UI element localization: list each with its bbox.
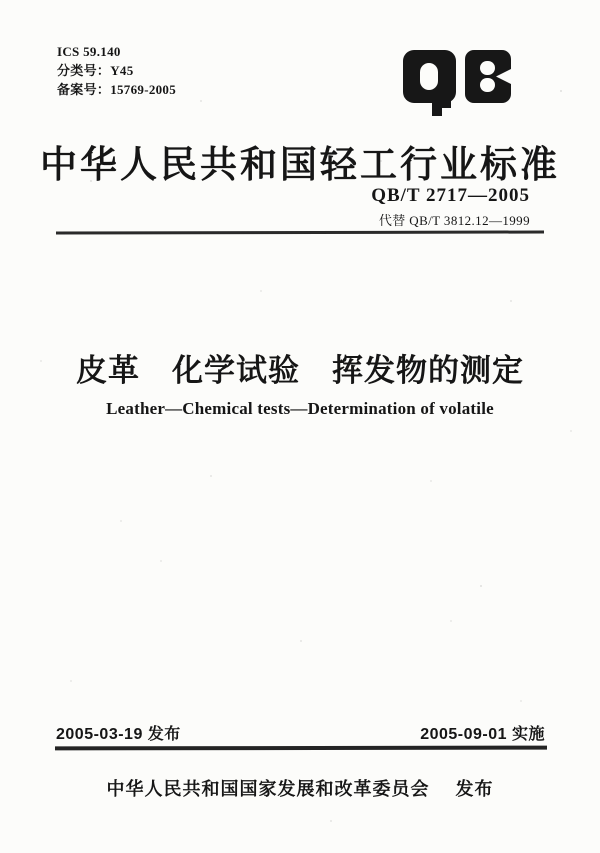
document-title-chinese: 皮革 化学试验 挥发物的测定 bbox=[76, 353, 524, 388]
standard-category-title: 中华人民共和国轻工行业标准 bbox=[40, 144, 560, 185]
record-number: 备案号：15769-2005 bbox=[57, 82, 177, 97]
issuing-authority: 中华人民共和国国家发展和改革委员会 bbox=[106, 779, 430, 799]
dates-row bbox=[56, 721, 545, 744]
classification-number: 分类号：Y45 bbox=[57, 63, 134, 78]
document-title-english: Leather—Chemical tests—Determination of volatile bbox=[106, 399, 494, 418]
standard-number: QB/T 2717—2005 bbox=[371, 185, 530, 206]
header-divider-rule bbox=[56, 230, 544, 234]
issuer-row bbox=[0, 775, 600, 801]
ics-code: ICS 59.140 bbox=[57, 44, 121, 59]
issue-date: 2005-03-19 发布 bbox=[56, 726, 181, 743]
issue-action-label: 发布 bbox=[455, 779, 494, 799]
standard-code-block bbox=[371, 185, 530, 229]
qb-logo-icon bbox=[403, 50, 515, 116]
meta-block bbox=[57, 42, 176, 99]
footer-divider-rule bbox=[55, 746, 547, 751]
implementation-date: 2005-09-01 实施 bbox=[420, 726, 545, 743]
replaced-standard: 代替 QB/T 3812.12—1999 bbox=[378, 213, 530, 228]
qb-logo bbox=[403, 50, 515, 116]
scan-noise bbox=[0, 0, 2, 2]
